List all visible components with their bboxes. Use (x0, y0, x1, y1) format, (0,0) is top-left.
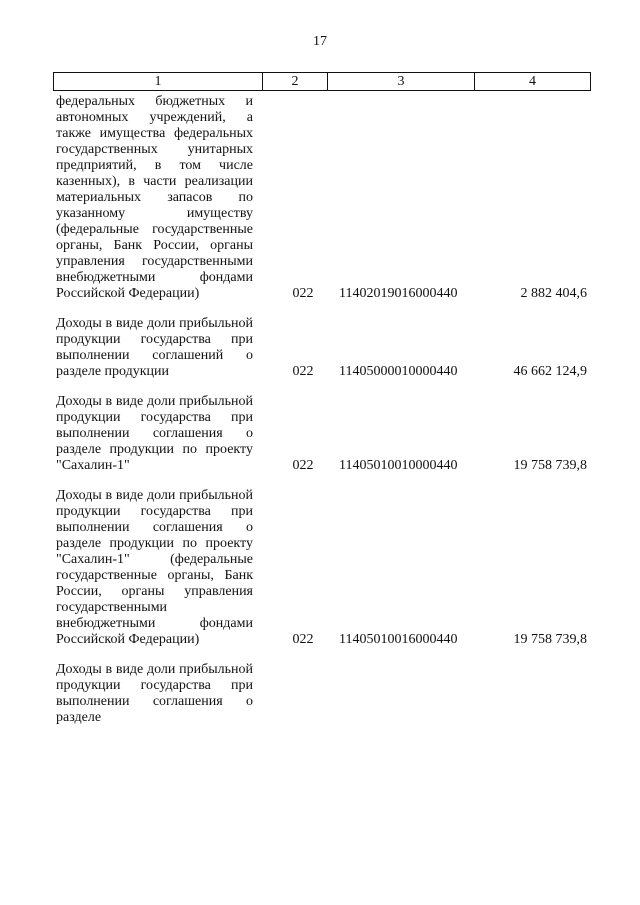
amount: 46 662 124,9 (513, 364, 587, 379)
row-codes (253, 286, 596, 302)
amount: 19 758 739,8 (513, 458, 587, 473)
kbk-code: 11402019016000440 (339, 286, 458, 301)
table-row (56, 394, 596, 474)
admin-code: 022 (292, 458, 314, 473)
header-col-2: 2 (262, 73, 327, 90)
row-codes (253, 458, 596, 474)
row-description: Доходы в виде доли прибыльной продукции государства при выполнении соглашения о разделе (56, 662, 253, 725)
row-codes (253, 710, 596, 726)
row-description: Доходы в виде доли прибыльной продукции государства при выполнении соглашения о разделе продукции по проекту "Сахалин-1" (федеральные государственные органы, Банк России, органы управления государственными внебюджетными фондами Российской Федерации) (56, 488, 253, 647)
table-body (56, 94, 596, 740)
kbk-code: 11405000010000440 (339, 364, 458, 379)
admin-code: 022 (292, 286, 314, 301)
header-col-1: 1 (154, 74, 162, 89)
header-col-4: 4 (474, 73, 590, 90)
table-row (56, 94, 596, 302)
table-row (56, 316, 596, 380)
kbk-code: 11405010016000440 (339, 632, 458, 647)
header-col-3: 3 (327, 73, 474, 90)
amount: 2 882 404,6 (520, 286, 587, 301)
row-codes (253, 364, 596, 380)
table-row (56, 488, 596, 648)
row-description: Доходы в виде доли прибыльной продукции государства при выполнении соглашения о разделе продукции по проекту "Сахалин-1" (56, 394, 253, 473)
row-codes (253, 632, 596, 648)
kbk-code: 11405010010000440 (339, 458, 458, 473)
row-description: федеральных бюджетных и автономных учреждений, а также имущества федеральных государственных унитарных предприятий, в том числе казенных), в части реализации материальных запасов по указанному имуществу (федеральные государственные органы, Банк России, органы управления государственными внебюджетными фондами Российской Федерации) (56, 94, 253, 301)
table-header (53, 72, 591, 91)
page-number: 17 (313, 34, 327, 49)
row-description: Доходы в виде доли прибыльной продукции государства при выполнении соглашений о разделе продукции (56, 316, 253, 379)
amount: 19 758 739,8 (513, 632, 587, 647)
admin-code: 022 (292, 364, 314, 379)
admin-code: 022 (292, 632, 314, 647)
table-row (56, 662, 596, 726)
